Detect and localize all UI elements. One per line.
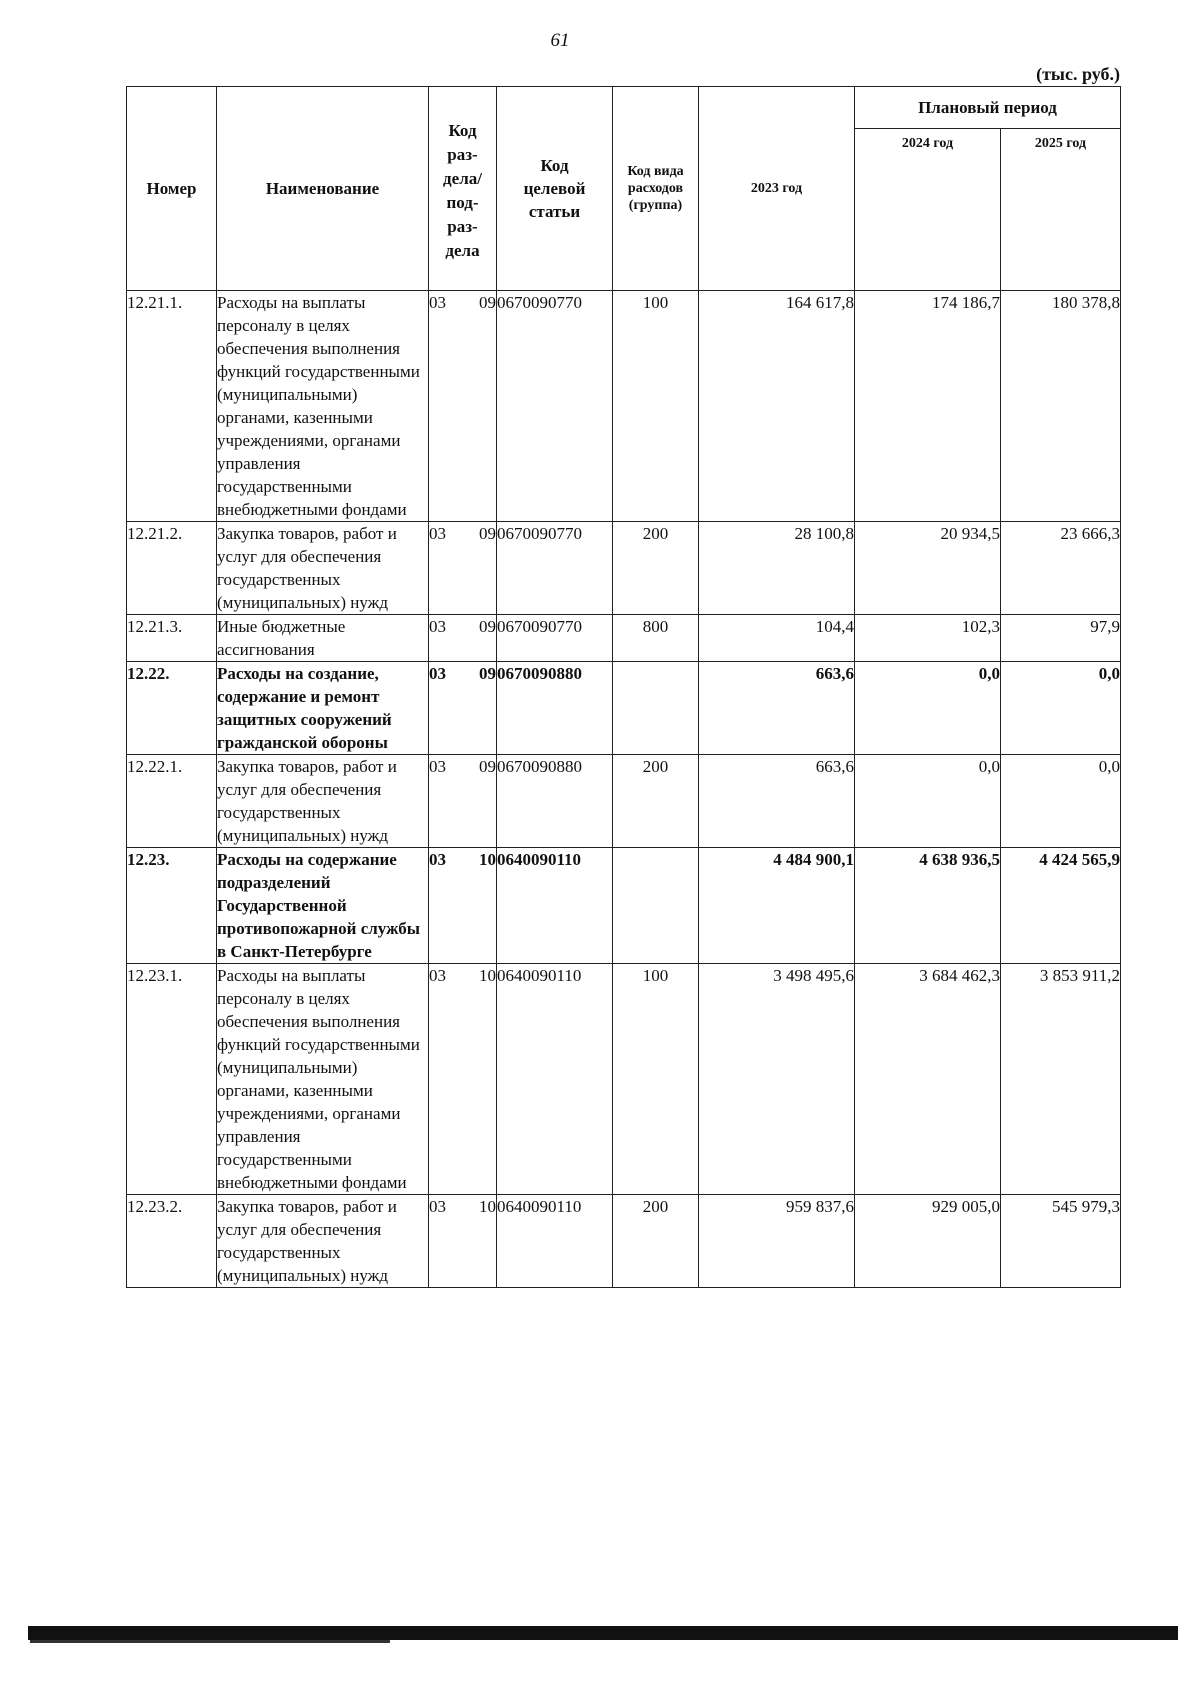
row-expense-kind: 200 bbox=[613, 522, 699, 615]
table-row bbox=[127, 522, 1121, 615]
header-kind bbox=[613, 87, 699, 291]
row-amount-2024: 4 638 936,5 bbox=[855, 848, 1001, 964]
table-row bbox=[127, 291, 1121, 522]
subsection-code: 09 bbox=[479, 757, 496, 776]
row-number: 12.23.1. bbox=[127, 964, 217, 1195]
section-code: 03 bbox=[429, 850, 446, 869]
bottom-border-line bbox=[30, 1640, 390, 1643]
row-expense-kind: 800 bbox=[613, 615, 699, 662]
table-body bbox=[127, 291, 1121, 1288]
row-section-code bbox=[429, 964, 497, 1195]
row-amount-2024: 102,3 bbox=[855, 615, 1001, 662]
row-target-code: 0670090880 bbox=[497, 755, 613, 848]
row-amount-2025: 0,0 bbox=[1001, 755, 1121, 848]
row-number: 12.21.3. bbox=[127, 615, 217, 662]
row-number: 12.22.1. bbox=[127, 755, 217, 848]
units-label: (тыс. руб.) bbox=[1036, 64, 1120, 84]
section-code: 03 bbox=[429, 617, 446, 636]
row-amount-2023: 3 498 495,6 bbox=[699, 964, 855, 1195]
row-expense-kind: 200 bbox=[613, 755, 699, 848]
row-name: Расходы на создание, содержание и ремонт защитных сооружений гражданской обороны bbox=[217, 662, 429, 755]
row-amount-2024: 0,0 bbox=[855, 662, 1001, 755]
section-code: 03 bbox=[429, 757, 446, 776]
row-amount-2023: 4 484 900,1 bbox=[699, 848, 855, 964]
table-row bbox=[127, 755, 1121, 848]
row-target-code: 0640090110 bbox=[497, 848, 613, 964]
section-code: 03 bbox=[429, 1197, 446, 1216]
subsection-code: 09 bbox=[479, 664, 496, 683]
bottom-border-bar bbox=[28, 1626, 1178, 1640]
row-target-code: 0670090770 bbox=[497, 291, 613, 522]
row-name: Закупка товаров, работ и услуг для обеспечения государственных (муниципальных) нужд bbox=[217, 755, 429, 848]
section-code-pair bbox=[429, 755, 496, 778]
row-amount-2024: 3 684 462,3 bbox=[855, 964, 1001, 1195]
row-target-code: 0670090880 bbox=[497, 662, 613, 755]
row-target-code: 0640090110 bbox=[497, 964, 613, 1195]
row-target-code: 0670090770 bbox=[497, 615, 613, 662]
header-kind-text: Код вида расходов (группа) bbox=[627, 164, 684, 213]
row-number: 12.23. bbox=[127, 848, 217, 964]
row-name: Закупка товаров, работ и услуг для обеспечения государственных (муниципальных) нужд bbox=[217, 1195, 429, 1288]
row-amount-2024: 0,0 bbox=[855, 755, 1001, 848]
row-amount-2025: 545 979,3 bbox=[1001, 1195, 1121, 1288]
row-amount-2025: 23 666,3 bbox=[1001, 522, 1121, 615]
row-amount-2023: 104,4 bbox=[699, 615, 855, 662]
row-target-code: 0670090770 bbox=[497, 522, 613, 615]
section-code-pair bbox=[429, 964, 496, 987]
header-section-text: Код раз-дела/ под-раз-дела bbox=[443, 120, 482, 260]
header-2023: 2023 год bbox=[699, 87, 855, 291]
row-number: 12.23.2. bbox=[127, 1195, 217, 1288]
row-expense-kind bbox=[613, 848, 699, 964]
section-code-pair bbox=[429, 522, 496, 545]
budget-table bbox=[126, 86, 1121, 1288]
page-number: 61 bbox=[550, 30, 570, 51]
table-row bbox=[127, 848, 1121, 964]
row-amount-2023: 164 617,8 bbox=[699, 291, 855, 522]
row-section-code bbox=[429, 615, 497, 662]
table-row bbox=[127, 662, 1121, 755]
header-number: Номер bbox=[127, 87, 217, 291]
header-2025: 2025 год bbox=[1001, 129, 1121, 291]
row-number: 12.22. bbox=[127, 662, 217, 755]
subsection-code: 10 bbox=[479, 850, 496, 869]
row-amount-2023: 663,6 bbox=[699, 662, 855, 755]
row-section-code bbox=[429, 1195, 497, 1288]
header-section bbox=[429, 87, 497, 291]
header-name: Наименование bbox=[217, 87, 429, 291]
row-amount-2025: 3 853 911,2 bbox=[1001, 964, 1121, 1195]
row-amount-2025: 97,9 bbox=[1001, 615, 1121, 662]
subsection-code: 10 bbox=[479, 1197, 496, 1216]
row-name: Иные бюджетные ассигнования bbox=[217, 615, 429, 662]
row-section-code bbox=[429, 522, 497, 615]
table-row bbox=[127, 1195, 1121, 1288]
row-expense-kind: 100 bbox=[613, 291, 699, 522]
section-code-pair bbox=[429, 662, 496, 685]
table-row bbox=[127, 964, 1121, 1195]
row-section-code bbox=[429, 848, 497, 964]
row-section-code bbox=[429, 755, 497, 848]
subsection-code: 09 bbox=[479, 524, 496, 543]
section-code-pair bbox=[429, 615, 496, 638]
section-code-pair bbox=[429, 1195, 496, 1218]
row-expense-kind: 200 bbox=[613, 1195, 699, 1288]
header-target bbox=[497, 87, 613, 291]
row-amount-2023: 959 837,6 bbox=[699, 1195, 855, 1288]
row-amount-2024: 20 934,5 bbox=[855, 522, 1001, 615]
header-2024: 2024 год bbox=[855, 129, 1001, 291]
section-code-pair bbox=[429, 848, 496, 871]
header-planning-period: Плановый период bbox=[855, 87, 1121, 129]
row-section-code bbox=[429, 291, 497, 522]
row-name: Расходы на содержание подразделений Государственной противопожарной службы в Санкт-Петербурге bbox=[217, 848, 429, 964]
row-expense-kind bbox=[613, 662, 699, 755]
row-target-code: 0640090110 bbox=[497, 1195, 613, 1288]
header-target-text: Код целевой статьи bbox=[523, 156, 586, 221]
row-amount-2024: 929 005,0 bbox=[855, 1195, 1001, 1288]
row-amount-2025: 0,0 bbox=[1001, 662, 1121, 755]
row-amount-2024: 174 186,7 bbox=[855, 291, 1001, 522]
row-expense-kind: 100 bbox=[613, 964, 699, 1195]
row-amount-2025: 180 378,8 bbox=[1001, 291, 1121, 522]
row-number: 12.21.1. bbox=[127, 291, 217, 522]
subsection-code: 10 bbox=[479, 966, 496, 985]
row-amount-2023: 663,6 bbox=[699, 755, 855, 848]
subsection-code: 09 bbox=[479, 617, 496, 636]
row-amount-2025: 4 424 565,9 bbox=[1001, 848, 1121, 964]
section-code: 03 bbox=[429, 524, 446, 543]
row-name: Расходы на выплаты персоналу в целях обеспечения выполнения функций государственными (муниципальными) органами, казенными учреждениями, органами управления государственными внебюджетными фондами bbox=[217, 291, 429, 522]
section-code-pair bbox=[429, 291, 496, 314]
row-amount-2023: 28 100,8 bbox=[699, 522, 855, 615]
row-number: 12.21.2. bbox=[127, 522, 217, 615]
subsection-code: 09 bbox=[479, 293, 496, 312]
table-row bbox=[127, 615, 1121, 662]
row-name: Закупка товаров, работ и услуг для обеспечения государственных (муниципальных) нужд bbox=[217, 522, 429, 615]
section-code: 03 bbox=[429, 293, 446, 312]
row-section-code bbox=[429, 662, 497, 755]
section-code: 03 bbox=[429, 966, 446, 985]
section-code: 03 bbox=[429, 664, 446, 683]
row-name: Расходы на выплаты персоналу в целях обеспечения выполнения функций государственными (муниципальными) органами, казенными учреждениями, органами управления государственными внебюджетными фондами bbox=[217, 964, 429, 1195]
